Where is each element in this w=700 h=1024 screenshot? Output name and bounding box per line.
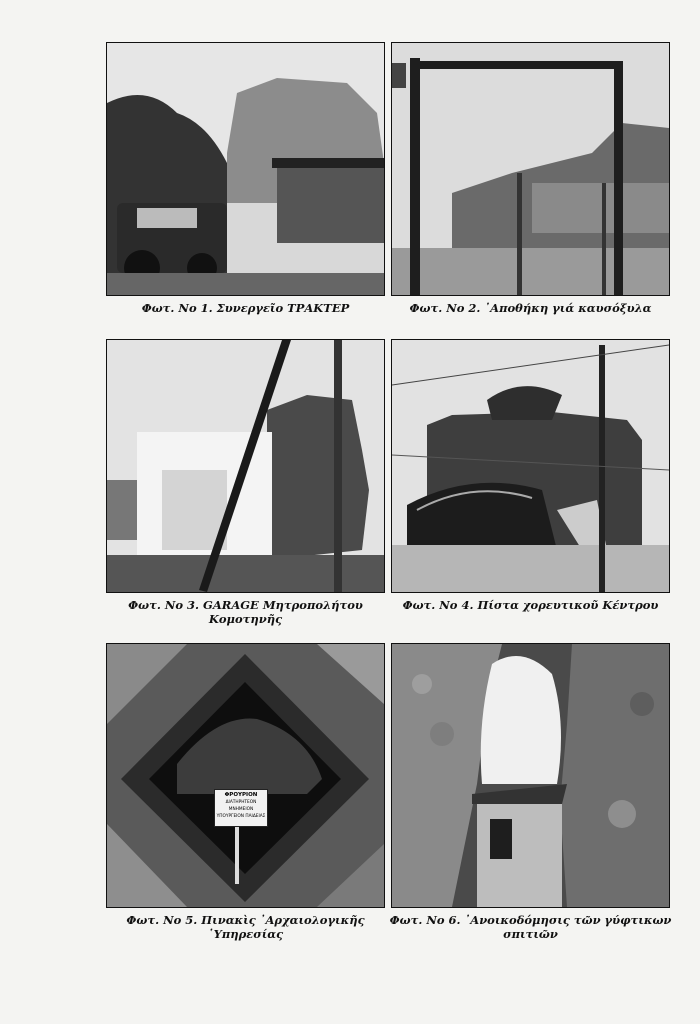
photo-6-caption: Φωτ. Νο 6. ᾿Ανοικοδόμησις τῶν γύφτικων σπιτιῶν <box>389 913 672 941</box>
photo-5-caption: Φωτ. Νο 5. Πινακὶς ᾿Αρχαιολογικῆς ῾Υπηρεσίας <box>126 913 365 941</box>
photo-5-archaeological-sign <box>106 643 385 908</box>
photo-1-caption: Φωτ. Νο 1. Συνεργεῖο ΤΡΑΚΤΕΡ <box>141 301 350 315</box>
photo-6-rebuilt-houses <box>391 643 670 908</box>
photo-2-firewood-storage <box>391 42 670 296</box>
photo-4-dance-floor <box>391 339 670 593</box>
photo-4-caption: Φωτ. Νο 4. Πίστα χορευτικοῦ Κέντρου <box>402 598 659 612</box>
sign-line-1: ΦΡΟΥΡΙΟΝ <box>224 792 258 798</box>
sign-line-3: ΥΠΟΥΡΓΕΙΟΝ ΠΑΙΔΕΙΑΣ <box>216 814 266 819</box>
photo-3-garage <box>106 339 385 593</box>
photo-1-tractor-workshop <box>106 42 385 296</box>
photo-3-caption: Φωτ. Νο 3. GARAGE Μητροπολήτου Κομοτηνῆς <box>128 598 363 626</box>
photo-2-caption: Φωτ. Νο 2. ᾿Αποθήκη γιά καυσόξυλα <box>409 301 652 315</box>
sign-line-2: ΔΙΑΤΗΡΗΤΕΟΝ ΜΝΗΜΕΙΟΝ <box>225 800 257 812</box>
archaeological-sign-plate <box>214 789 268 827</box>
